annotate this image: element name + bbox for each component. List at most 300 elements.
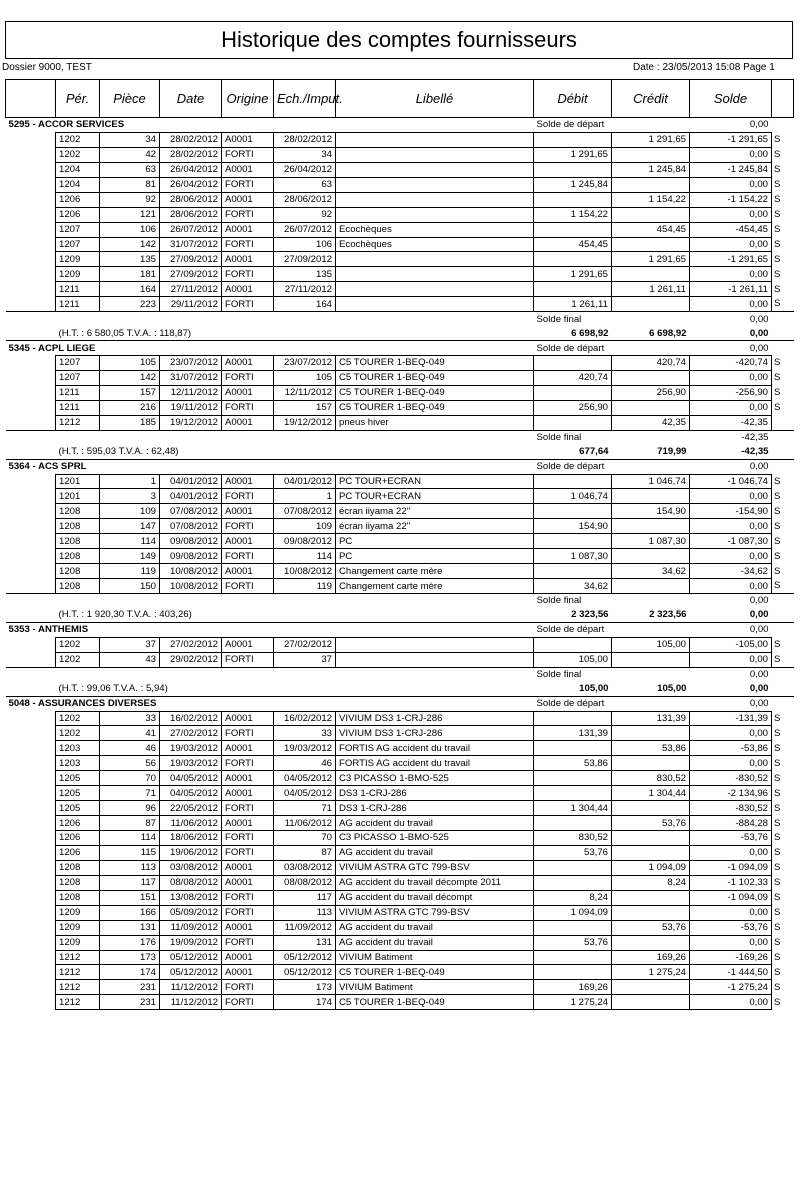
cell-per: 1211 bbox=[56, 282, 100, 297]
cell-solde: -1 291,65 bbox=[690, 132, 772, 147]
cell-flag: S bbox=[774, 238, 781, 250]
row-spacer bbox=[6, 980, 56, 995]
cell-piece: 135 bbox=[100, 252, 160, 267]
cell-origine: FORTI bbox=[222, 207, 274, 222]
table-row bbox=[6, 579, 794, 594]
table-row bbox=[6, 950, 794, 965]
cell-libelle: PC TOUR+ECRAN bbox=[336, 489, 534, 504]
cell-origine: FORTI bbox=[222, 652, 274, 667]
cell-origine: FORTI bbox=[222, 370, 274, 385]
cell-origine: A0001 bbox=[222, 816, 274, 831]
cell-date: 26/04/2012 bbox=[160, 177, 222, 192]
cell-date: 18/06/2012 bbox=[160, 831, 222, 846]
cell-piece: 174 bbox=[100, 965, 160, 980]
cell-flag: S bbox=[774, 877, 781, 889]
cell-per: 1207 bbox=[56, 370, 100, 385]
cell-debit: 830,52 bbox=[534, 831, 612, 846]
table-row bbox=[6, 875, 794, 890]
cell-solde: 0,00 bbox=[690, 549, 772, 564]
cell-debit: 256,90 bbox=[534, 400, 612, 415]
cell-libelle: VIVIUM ASTRA GTC 799-BSV bbox=[336, 860, 534, 875]
cell-solde: -454,45 bbox=[690, 222, 772, 237]
cell-origine: A0001 bbox=[222, 741, 274, 756]
col-header-ech: Ech./Imput. bbox=[274, 80, 336, 118]
row-spacer bbox=[6, 207, 56, 222]
cell-ech-imput: 26/04/2012 bbox=[274, 162, 336, 177]
row-spacer bbox=[6, 637, 56, 652]
cell-libelle bbox=[336, 282, 534, 297]
totals-spacer bbox=[6, 326, 56, 340]
cell-date: 23/07/2012 bbox=[160, 356, 222, 371]
cell-ech-imput: 27/11/2012 bbox=[274, 282, 336, 297]
cell-credit bbox=[612, 519, 690, 534]
totals-flag bbox=[772, 326, 794, 340]
group-name: 5353 - ANTHEMIS bbox=[6, 622, 534, 637]
cell-piece: 109 bbox=[100, 504, 160, 519]
cell-ech-imput: 07/08/2012 bbox=[274, 504, 336, 519]
cell-flag: S bbox=[774, 787, 781, 799]
opening-balance-solde: 0,00 bbox=[690, 696, 772, 711]
table-row bbox=[6, 995, 794, 1010]
cell-origine: A0001 bbox=[222, 965, 274, 980]
cell-origine: FORTI bbox=[222, 400, 274, 415]
cell-date: 16/02/2012 bbox=[160, 711, 222, 726]
table-row bbox=[6, 147, 794, 162]
cell-date: 31/07/2012 bbox=[160, 370, 222, 385]
cell-flag: S bbox=[774, 847, 781, 859]
cell-ech-imput: 05/12/2012 bbox=[274, 965, 336, 980]
cell-flag: S bbox=[774, 550, 781, 562]
cell-origine: A0001 bbox=[222, 222, 274, 237]
cell-date: 10/08/2012 bbox=[160, 564, 222, 579]
row-spacer bbox=[6, 162, 56, 177]
cell-piece: 185 bbox=[100, 415, 160, 430]
cell-solde: 0,00 bbox=[690, 297, 772, 312]
cell-debit bbox=[534, 816, 612, 831]
cell-per: 1202 bbox=[56, 652, 100, 667]
cell-date: 26/04/2012 bbox=[160, 162, 222, 177]
cell-debit: 1 087,30 bbox=[534, 549, 612, 564]
cell-ech-imput: 04/05/2012 bbox=[274, 786, 336, 801]
table-row bbox=[6, 132, 794, 147]
row-spacer bbox=[6, 965, 56, 980]
ht-tva-summary: (H.T. : 6 580,05 T.V.A. : 118,87) bbox=[58, 327, 192, 339]
cell-per: 1209 bbox=[56, 920, 100, 935]
col-header-debit: Débit bbox=[534, 80, 612, 118]
cell-date: 03/08/2012 bbox=[160, 860, 222, 875]
cell-origine: A0001 bbox=[222, 385, 274, 400]
cell-date: 11/12/2012 bbox=[160, 995, 222, 1010]
cell-per: 1206 bbox=[56, 207, 100, 222]
cell-libelle bbox=[336, 252, 534, 267]
table-row bbox=[6, 726, 794, 741]
table-row bbox=[6, 637, 794, 652]
totals-row bbox=[6, 445, 794, 459]
row-spacer bbox=[6, 474, 56, 489]
cell-debit: 131,39 bbox=[534, 726, 612, 741]
cell-date: 11/06/2012 bbox=[160, 816, 222, 831]
cell-solde: -105,00 bbox=[690, 637, 772, 652]
cell-ech-imput: 03/08/2012 bbox=[274, 860, 336, 875]
cell-solde: -131,39 bbox=[690, 711, 772, 726]
cell-libelle: FORTIS AG accident du travail bbox=[336, 756, 534, 771]
cell-ech-imput: 106 bbox=[274, 237, 336, 252]
cell-solde: 0,00 bbox=[690, 756, 772, 771]
cell-ech-imput: 164 bbox=[274, 297, 336, 312]
cell-origine: FORTI bbox=[222, 756, 274, 771]
cell-piece: 119 bbox=[100, 564, 160, 579]
cell-per: 1209 bbox=[56, 935, 100, 950]
cell-ech-imput: 135 bbox=[274, 267, 336, 282]
cell-date: 19/03/2012 bbox=[160, 741, 222, 756]
cell-ech-imput: 16/02/2012 bbox=[274, 711, 336, 726]
opening-flag bbox=[772, 118, 794, 133]
cell-debit bbox=[534, 637, 612, 652]
cell-libelle bbox=[336, 267, 534, 282]
cell-solde: -1 291,65 bbox=[690, 252, 772, 267]
cell-libelle: VIVIUM ASTRA GTC 799-BSV bbox=[336, 905, 534, 920]
cell-flag: S bbox=[774, 996, 781, 1008]
cell-piece: 216 bbox=[100, 400, 160, 415]
total-solde: 0,00 bbox=[749, 327, 769, 339]
cell-per: 1209 bbox=[56, 905, 100, 920]
cell-credit bbox=[612, 905, 690, 920]
col-header-flag bbox=[772, 80, 794, 118]
cell-flag: S bbox=[774, 298, 781, 310]
cell-solde: 0,00 bbox=[690, 237, 772, 252]
cell-solde: 0,00 bbox=[690, 726, 772, 741]
cell-libelle: C5 TOURER 1-BEQ-049 bbox=[336, 356, 534, 371]
table-row bbox=[6, 935, 794, 950]
cell-ech-imput: 12/11/2012 bbox=[274, 385, 336, 400]
cell-debit bbox=[534, 474, 612, 489]
cell-flag: S bbox=[774, 505, 781, 517]
totals-flag bbox=[772, 608, 794, 622]
row-spacer bbox=[6, 564, 56, 579]
total-solde: 0,00 bbox=[749, 683, 769, 695]
cell-per: 1209 bbox=[56, 267, 100, 282]
cell-piece: 1 bbox=[100, 474, 160, 489]
cell-solde: -1 444,50 bbox=[690, 965, 772, 980]
cell-per: 1204 bbox=[56, 162, 100, 177]
cell-date: 27/02/2012 bbox=[160, 637, 222, 652]
cell-date: 09/08/2012 bbox=[160, 549, 222, 564]
cell-flag: S bbox=[774, 653, 781, 665]
cell-credit bbox=[612, 801, 690, 816]
cell-debit: 1 261,11 bbox=[534, 297, 612, 312]
cell-piece: 117 bbox=[100, 875, 160, 890]
group-header-row bbox=[6, 118, 794, 133]
cell-date: 31/07/2012 bbox=[160, 237, 222, 252]
table-row bbox=[6, 504, 794, 519]
cell-per: 1203 bbox=[56, 756, 100, 771]
cell-credit bbox=[612, 297, 690, 312]
cell-flag: S bbox=[774, 535, 781, 547]
row-spacer bbox=[6, 950, 56, 965]
cell-solde: -1 046,74 bbox=[690, 474, 772, 489]
cell-solde: -1 094,09 bbox=[690, 860, 772, 875]
cell-ech-imput: 63 bbox=[274, 177, 336, 192]
cell-libelle: AG accident du travail bbox=[336, 920, 534, 935]
cell-debit bbox=[534, 192, 612, 207]
opening-balance-solde: 0,00 bbox=[690, 459, 772, 474]
cell-credit bbox=[612, 579, 690, 594]
cell-credit bbox=[612, 726, 690, 741]
cell-libelle: VIVIUM Batiment bbox=[336, 980, 534, 995]
table-row bbox=[6, 652, 794, 667]
table-row bbox=[6, 801, 794, 816]
cell-piece: 46 bbox=[100, 741, 160, 756]
date-page-label: Date : 23/05/2013 15:08 Page 1 bbox=[633, 62, 775, 73]
cell-ech-imput: 28/02/2012 bbox=[274, 132, 336, 147]
cell-date: 07/08/2012 bbox=[160, 519, 222, 534]
cell-per: 1205 bbox=[56, 786, 100, 801]
cell-per: 1208 bbox=[56, 860, 100, 875]
cell-solde: -169,26 bbox=[690, 950, 772, 965]
cell-flag: S bbox=[774, 742, 781, 754]
cell-ech-imput: 114 bbox=[274, 549, 336, 564]
row-spacer bbox=[6, 237, 56, 252]
cell-date: 28/02/2012 bbox=[160, 147, 222, 162]
cell-date: 08/08/2012 bbox=[160, 875, 222, 890]
table-row bbox=[6, 786, 794, 801]
cell-ech-imput: 28/06/2012 bbox=[274, 192, 336, 207]
row-spacer bbox=[6, 771, 56, 786]
cell-origine: A0001 bbox=[222, 564, 274, 579]
cell-credit: 830,52 bbox=[612, 771, 690, 786]
cell-credit: 53,76 bbox=[612, 816, 690, 831]
total-credit: 2 323,56 bbox=[649, 609, 687, 621]
cell-date: 11/12/2012 bbox=[160, 980, 222, 995]
opening-flag bbox=[772, 622, 794, 637]
cell-date: 04/05/2012 bbox=[160, 771, 222, 786]
closing-spacer bbox=[6, 594, 534, 608]
cell-ech-imput: 105 bbox=[274, 370, 336, 385]
cell-credit: 1 154,22 bbox=[612, 192, 690, 207]
cell-credit: 8,24 bbox=[612, 875, 690, 890]
cell-libelle bbox=[336, 637, 534, 652]
cell-piece: 149 bbox=[100, 549, 160, 564]
cell-flag: S bbox=[774, 639, 781, 651]
cell-libelle: AG accident du travail décompte 2011 bbox=[336, 875, 534, 890]
cell-date: 07/08/2012 bbox=[160, 504, 222, 519]
cell-credit: 1 046,74 bbox=[612, 474, 690, 489]
cell-per: 1205 bbox=[56, 801, 100, 816]
cell-piece: 33 bbox=[100, 711, 160, 726]
cell-origine: FORTI bbox=[222, 831, 274, 846]
cell-libelle: FORTIS AG accident du travail bbox=[336, 741, 534, 756]
cell-per: 1212 bbox=[56, 415, 100, 430]
cell-credit: 169,26 bbox=[612, 950, 690, 965]
cell-flag: S bbox=[774, 387, 781, 399]
table-row bbox=[6, 415, 794, 430]
cell-debit: 169,26 bbox=[534, 980, 612, 995]
cell-solde: 0,00 bbox=[690, 207, 772, 222]
cell-date: 04/01/2012 bbox=[160, 474, 222, 489]
cell-flag: S bbox=[774, 253, 781, 265]
cell-date: 27/09/2012 bbox=[160, 252, 222, 267]
cell-credit bbox=[612, 890, 690, 905]
cell-solde: -1 094,09 bbox=[690, 890, 772, 905]
cell-piece: 114 bbox=[100, 831, 160, 846]
table-row bbox=[6, 385, 794, 400]
cell-per: 1211 bbox=[56, 385, 100, 400]
table-row bbox=[6, 771, 794, 786]
cell-flag bbox=[772, 415, 794, 430]
totals-spacer bbox=[6, 682, 56, 696]
cell-flag: S bbox=[774, 981, 781, 993]
closing-flag bbox=[772, 667, 794, 681]
cell-libelle bbox=[336, 162, 534, 177]
cell-origine: FORTI bbox=[222, 801, 274, 816]
cell-libelle: VIVIUM DS3 1-CRJ-286 bbox=[336, 711, 534, 726]
cell-libelle: C5 TOURER 1-BEQ-049 bbox=[336, 965, 534, 980]
cell-date: 19/03/2012 bbox=[160, 756, 222, 771]
cell-flag: S bbox=[774, 475, 781, 487]
cell-libelle: PC TOUR+ECRAN bbox=[336, 474, 534, 489]
row-spacer bbox=[6, 489, 56, 504]
total-debit: 2 323,56 bbox=[571, 609, 609, 621]
cell-libelle: écran iiyama 22'' bbox=[336, 519, 534, 534]
table-row bbox=[6, 282, 794, 297]
cell-credit bbox=[612, 207, 690, 222]
cell-piece: 34 bbox=[100, 132, 160, 147]
cell-piece: 142 bbox=[100, 370, 160, 385]
cell-piece: 115 bbox=[100, 845, 160, 860]
cell-ech-imput: 46 bbox=[274, 756, 336, 771]
cell-credit bbox=[612, 549, 690, 564]
table-row bbox=[6, 162, 794, 177]
cell-flag: S bbox=[774, 224, 781, 236]
cell-credit: 154,90 bbox=[612, 504, 690, 519]
cell-origine: A0001 bbox=[222, 252, 274, 267]
cell-solde: -420,74 bbox=[690, 356, 772, 371]
cell-debit: 154,90 bbox=[534, 519, 612, 534]
cell-libelle: Changement carte mère bbox=[336, 564, 534, 579]
cell-libelle: Ecochèques bbox=[336, 222, 534, 237]
cell-date: 19/06/2012 bbox=[160, 845, 222, 860]
cell-piece: 113 bbox=[100, 860, 160, 875]
cell-per: 1208 bbox=[56, 549, 100, 564]
cell-solde: -1 275,24 bbox=[690, 980, 772, 995]
cell-debit bbox=[534, 282, 612, 297]
cell-ech-imput: 119 bbox=[274, 579, 336, 594]
cell-credit: 1 304,44 bbox=[612, 786, 690, 801]
cell-piece: 131 bbox=[100, 920, 160, 935]
cell-credit: 105,00 bbox=[612, 637, 690, 652]
table-row bbox=[6, 816, 794, 831]
opening-balance-label: Solde de départ bbox=[534, 696, 690, 711]
cell-origine: FORTI bbox=[222, 549, 274, 564]
cell-origine: FORTI bbox=[222, 267, 274, 282]
cell-ech-imput: 117 bbox=[274, 890, 336, 905]
row-spacer bbox=[6, 267, 56, 282]
cell-date: 26/07/2012 bbox=[160, 222, 222, 237]
row-spacer bbox=[6, 549, 56, 564]
cell-ech-imput: 1 bbox=[274, 489, 336, 504]
cell-per: 1207 bbox=[56, 222, 100, 237]
cell-piece: 41 bbox=[100, 726, 160, 741]
cell-libelle: C5 TOURER 1-BEQ-049 bbox=[336, 400, 534, 415]
cell-flag: S bbox=[774, 164, 781, 176]
cell-libelle: C5 TOURER 1-BEQ-049 bbox=[336, 385, 534, 400]
table-row bbox=[6, 489, 794, 504]
accounts-history-table bbox=[5, 79, 794, 1010]
cell-credit: 1 261,11 bbox=[612, 282, 690, 297]
cell-solde: 0,00 bbox=[690, 652, 772, 667]
cell-debit: 1 275,24 bbox=[534, 995, 612, 1010]
cell-piece: 181 bbox=[100, 267, 160, 282]
cell-ech-imput: 37 bbox=[274, 652, 336, 667]
cell-credit: 454,45 bbox=[612, 222, 690, 237]
row-spacer bbox=[6, 177, 56, 192]
cell-origine: FORTI bbox=[222, 519, 274, 534]
cell-origine: FORTI bbox=[222, 237, 274, 252]
cell-solde: -42,35 bbox=[690, 415, 772, 430]
table-row bbox=[6, 177, 794, 192]
group-name: 5295 - ACCOR SERVICES bbox=[6, 118, 534, 133]
cell-solde: -1 087,30 bbox=[690, 534, 772, 549]
col-header-date: Date bbox=[160, 80, 222, 118]
total-credit: 719,99 bbox=[657, 446, 687, 458]
cell-credit bbox=[612, 267, 690, 282]
table-row bbox=[6, 564, 794, 579]
row-spacer bbox=[6, 845, 56, 860]
cell-credit bbox=[612, 147, 690, 162]
row-spacer bbox=[6, 801, 56, 816]
cell-ech-imput: 173 bbox=[274, 980, 336, 995]
cell-libelle bbox=[336, 652, 534, 667]
cell-origine: A0001 bbox=[222, 356, 274, 371]
row-spacer bbox=[6, 920, 56, 935]
ht-tva-summary: (H.T. : 1 920,30 T.V.A. : 403,26) bbox=[58, 609, 192, 621]
row-spacer bbox=[6, 504, 56, 519]
cell-debit: 34,62 bbox=[534, 579, 612, 594]
cell-ech-imput: 109 bbox=[274, 519, 336, 534]
group-name: 5345 - ACPL LIEGE bbox=[6, 341, 534, 356]
closing-balance-label: Solde final bbox=[534, 430, 690, 444]
total-credit: 105,00 bbox=[657, 683, 687, 695]
cell-credit bbox=[612, 935, 690, 950]
table-row bbox=[6, 297, 794, 312]
row-spacer bbox=[6, 252, 56, 267]
cell-libelle: AG accident du travail décompt bbox=[336, 890, 534, 905]
cell-per: 1201 bbox=[56, 489, 100, 504]
cell-solde: -53,76 bbox=[690, 920, 772, 935]
closing-balance-label: Solde final bbox=[534, 594, 690, 608]
column-header-row bbox=[6, 80, 794, 118]
totals-spacer bbox=[6, 608, 56, 622]
cell-ech-imput: 11/09/2012 bbox=[274, 920, 336, 935]
cell-solde: 0,00 bbox=[690, 489, 772, 504]
table-row bbox=[6, 400, 794, 415]
cell-debit: 1 154,22 bbox=[534, 207, 612, 222]
cell-debit bbox=[534, 252, 612, 267]
table-row bbox=[6, 356, 794, 371]
row-spacer bbox=[6, 741, 56, 756]
closing-balance-label: Solde final bbox=[534, 667, 690, 681]
cell-origine: A0001 bbox=[222, 920, 274, 935]
row-spacer bbox=[6, 385, 56, 400]
cell-per: 1209 bbox=[56, 252, 100, 267]
opening-balance-label: Solde de départ bbox=[534, 341, 690, 356]
cell-libelle: AG accident du travail bbox=[336, 935, 534, 950]
cell-ech-imput: 71 bbox=[274, 801, 336, 816]
cell-origine: A0001 bbox=[222, 474, 274, 489]
cell-credit: 53,76 bbox=[612, 920, 690, 935]
ht-tva-summary: (H.T. : 99,06 T.V.A. : 5,94) bbox=[58, 683, 168, 695]
closing-spacer bbox=[6, 667, 534, 681]
